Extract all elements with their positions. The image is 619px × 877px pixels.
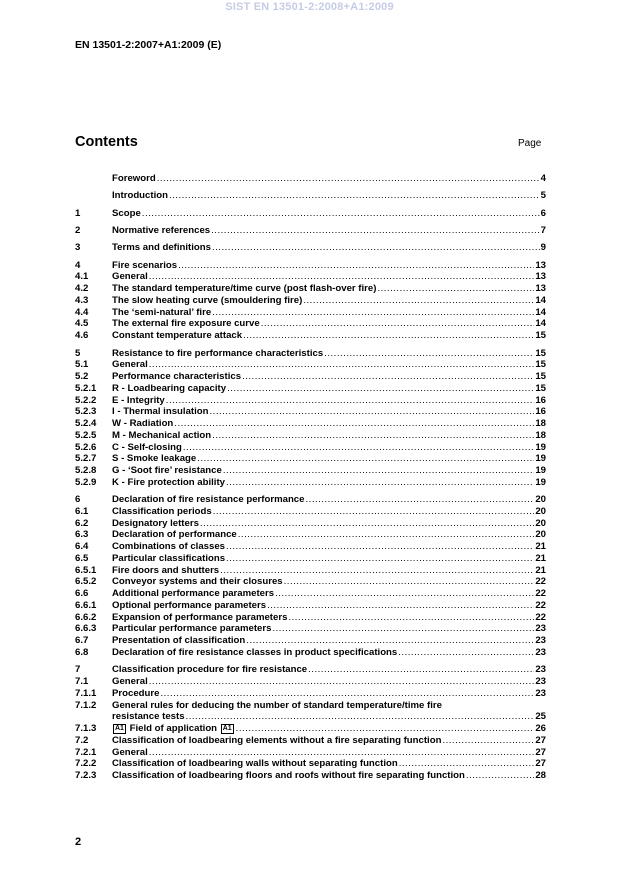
toc-entry-label: General: [112, 676, 148, 687]
toc-entry-label: Foreword: [112, 173, 156, 184]
toc-entry-number: 4.3: [75, 294, 89, 306]
toc-entry[interactable]: [75, 271, 546, 283]
toc-entry-number: 6.5: [75, 552, 89, 564]
toc-entry-page: 4: [540, 173, 546, 184]
toc-entry-number: 4.1: [75, 271, 89, 283]
toc-entry-page: 23: [535, 676, 546, 687]
dot-leader: [246, 635, 534, 646]
toc-entry[interactable]: [75, 588, 546, 600]
toc-entry[interactable]: [75, 723, 546, 735]
toc-entry-number: 6.8: [75, 646, 89, 658]
toc-entry[interactable]: [75, 260, 546, 272]
toc-entry-label: The standard temperature/time curve (post flash-over fire): [112, 283, 377, 295]
toc-entry-number: 5.2.2: [75, 394, 97, 406]
toc-entry[interactable]: [75, 664, 546, 676]
toc-entry-number: 5.2.9: [75, 476, 97, 488]
dot-leader: [303, 295, 534, 306]
toc-entry-label: Classification of loadbearing elements without a fire separating function: [112, 734, 442, 746]
toc-entry-label: Additional performance parameters: [112, 588, 275, 600]
toc-entry-label-text: Field of application: [129, 723, 218, 734]
amendment-end-marker: A1: [222, 725, 232, 732]
toc-entry-number: 7.1.3: [75, 723, 97, 734]
toc-entry-page: 27: [535, 758, 546, 770]
toc-entry[interactable]: [75, 371, 546, 383]
toc-entry[interactable]: [75, 208, 546, 220]
toc-entry-label: Normative references: [112, 225, 211, 237]
dot-leader: [308, 664, 534, 675]
toc-entry-label: Optional performance parameters: [112, 599, 267, 611]
toc-entry-number: 7.2: [75, 734, 89, 746]
toc-entry-number: 6.6.3: [75, 623, 97, 635]
dot-leader: [149, 747, 535, 758]
toc-entry-label: C - Self-closing: [112, 441, 182, 453]
toc-entry[interactable]: [75, 711, 546, 723]
toc-entry-number: 5: [75, 347, 81, 359]
amendment-start-marker: A1: [115, 725, 124, 732]
toc-entry-page: 19: [535, 453, 546, 465]
toc-entry-label: The external fire exposure curve: [112, 318, 260, 330]
dot-leader: [261, 318, 535, 329]
toc-entry[interactable]: [75, 173, 546, 185]
toc-entry-label: Performance characteristics: [112, 371, 242, 383]
dot-leader: [197, 453, 534, 464]
dot-leader: [305, 494, 534, 505]
toc-entry-number: 7.2.3: [75, 770, 97, 781]
document-id-header: EN 13501-2:2007+A1:2009 (E): [75, 39, 222, 51]
toc-entry-page: 15: [535, 330, 546, 342]
toc-entry[interactable]: [75, 612, 546, 624]
toc-entry[interactable]: [75, 477, 546, 489]
dot-leader: [169, 190, 540, 201]
toc-entry[interactable]: [75, 318, 546, 330]
toc-entry-number: 5.2.1: [75, 382, 97, 394]
dot-leader: [442, 735, 534, 746]
toc-entry-page: 27: [535, 746, 546, 758]
toc-entry-label: K - Fire protection ability: [112, 476, 226, 488]
contents-title: Contents: [75, 134, 138, 150]
toc-entry[interactable]: [75, 442, 546, 454]
dot-leader: [166, 395, 535, 406]
dot-leader: [174, 418, 534, 429]
toc-entry-number: 4.6: [75, 330, 89, 342]
toc-entry-label: Declaration of performance: [112, 529, 237, 541]
toc-entry-number: 7.1: [75, 676, 89, 687]
toc-entry-label: Particular performance parameters: [112, 623, 272, 635]
toc-entry[interactable]: [75, 453, 546, 465]
toc-entry-page: 22: [535, 599, 546, 611]
toc-entry-page: 6: [540, 207, 546, 219]
toc-entry[interactable]: [75, 406, 546, 418]
dot-leader: [142, 208, 540, 219]
toc-entry-page: 7: [540, 225, 546, 237]
toc-entry-page: 5: [540, 190, 546, 202]
page-number: 2: [75, 836, 82, 848]
toc-entry-number: 2: [75, 225, 81, 237]
toc-entry-label: Constant temperature attack: [112, 330, 243, 342]
toc-entry-label: General rules for deducing the number of standard temperature/time fire: [112, 699, 442, 711]
toc-entry-label: Classification procedure for fire resistance: [112, 664, 308, 676]
toc-entry-page: 20: [535, 505, 546, 517]
toc-entry[interactable]: [75, 758, 546, 770]
toc-entry-page: 15: [535, 347, 546, 359]
dot-leader: [267, 600, 534, 611]
toc-entry[interactable]: [75, 430, 546, 442]
toc-entry[interactable]: [75, 348, 546, 360]
toc-entry-number: 3: [75, 242, 81, 254]
toc-entry-number: 6: [75, 494, 81, 506]
toc-entry-number: 4.5: [75, 318, 89, 330]
toc-entry-label: G - ‘Soot fire’ resistance: [112, 465, 222, 477]
toc-entry-number: 5.2.3: [75, 406, 97, 418]
toc-entry-number: 6.1: [75, 505, 89, 517]
toc-entry-page: 22: [535, 588, 546, 600]
toc-entry-page: 27: [535, 734, 546, 746]
dot-leader: [275, 588, 534, 599]
toc-entry-label: Terms and definitions: [112, 242, 211, 254]
toc-entry-label: M - Mechanical action: [112, 429, 212, 441]
toc-entry[interactable]: [75, 576, 546, 588]
dot-leader: [288, 612, 534, 623]
toc-entry[interactable]: [75, 529, 546, 541]
dot-leader: [226, 541, 534, 552]
toc-entry-number: 4.4: [75, 306, 89, 318]
toc-entry-number: 6.6: [75, 588, 89, 600]
toc-entry-label: Classification of loadbearing floors and roofs without fire separating function: [112, 770, 465, 781]
toc-entry-page: 16: [535, 394, 546, 406]
toc-entry[interactable]: [75, 600, 546, 612]
toc-entry[interactable]: [75, 242, 546, 254]
toc-entry-page: 20: [535, 529, 546, 541]
toc-entry[interactable]: [75, 190, 546, 202]
toc-entry-label: Designatory letters: [112, 517, 199, 529]
toc-entry-number: 7.1.2: [75, 699, 97, 711]
toc-entry-page: 23: [535, 635, 546, 647]
toc-entry-page: 19: [535, 476, 546, 488]
toc-entry[interactable]: [75, 418, 546, 430]
toc-entry-page: 18: [535, 429, 546, 441]
toc-entry-number: 6.6.2: [75, 611, 97, 623]
toc-entry-page: 13: [535, 271, 546, 283]
toc-entry-label: Declaration of fire resistance classes in product specifications: [112, 646, 398, 658]
toc-entry[interactable]: [75, 770, 546, 782]
toc-entry-number: 6.7: [75, 635, 89, 647]
toc-entry[interactable]: [75, 518, 546, 530]
toc-entry[interactable]: [75, 283, 546, 295]
toc-entry-label: Declaration of fire resistance performance: [112, 494, 305, 506]
toc-entry-page: 23: [535, 687, 546, 699]
toc-entry-label: R - Loadbearing capacity: [112, 382, 227, 394]
toc-entry-page: 14: [535, 306, 546, 318]
toc-entry-label: The slow heating curve (smouldering fire): [112, 294, 303, 306]
toc-entry-page: 16: [535, 406, 546, 418]
toc-entry[interactable]: [75, 506, 546, 518]
dot-leader: [200, 518, 534, 529]
dot-leader: [399, 758, 535, 769]
dot-leader: [238, 529, 535, 540]
toc-entry-page: 21: [535, 564, 546, 576]
dot-leader: [223, 465, 534, 476]
dot-leader: [243, 330, 534, 341]
toc-entry[interactable]: [75, 541, 546, 553]
toc-entry-number: 5.2.4: [75, 418, 97, 430]
toc-entry-page: 23: [535, 664, 546, 676]
toc-entry-label: Fire scenarios: [112, 259, 178, 271]
dot-leader: [209, 406, 534, 417]
dot-leader: [157, 173, 540, 184]
toc-entry[interactable]: [75, 747, 546, 759]
toc-entry-label: S - Smoke leakage: [112, 453, 197, 465]
dot-leader: [212, 307, 534, 318]
dot-leader: [466, 770, 534, 781]
toc-entry-number: 5.2: [75, 371, 89, 383]
toc-entry-label: Classification periods: [112, 505, 212, 517]
toc-entry-label: Introduction: [112, 190, 168, 202]
toc-entry-label: Expansion of performance parameters: [112, 611, 288, 623]
dot-leader: [183, 442, 535, 453]
toc-entry-page: 22: [535, 611, 546, 623]
toc-entry-label: E - Integrity: [112, 394, 165, 406]
dot-leader: [226, 477, 534, 488]
toc-entry-label: Fire doors and shutters: [112, 564, 220, 576]
toc-entry[interactable]: [75, 465, 546, 477]
toc-entry-page: 15: [535, 359, 546, 371]
toc-entry-number: 6.2: [75, 517, 89, 529]
dot-leader: [324, 348, 534, 359]
dot-leader: [212, 242, 540, 253]
dot-leader: [227, 383, 534, 394]
toc-entry[interactable]: [75, 359, 546, 371]
toc-entry[interactable]: [75, 395, 546, 407]
dot-leader: [149, 676, 535, 687]
toc-entry-page: 28: [535, 770, 546, 781]
document-watermark: SIST EN 13501-2:2008+A1:2009: [225, 1, 394, 13]
toc-entry-page: 23: [535, 623, 546, 635]
toc-entry[interactable]: [75, 565, 546, 577]
toc-entry[interactable]: [75, 383, 546, 395]
toc-entry-label: [112, 723, 235, 734]
toc-entry-number: 5.1: [75, 359, 89, 371]
toc-entry-number: 6.5.1: [75, 564, 97, 576]
dot-leader: [178, 260, 534, 271]
toc-entry-label: Conveyor systems and their closures: [112, 576, 283, 588]
toc-entry[interactable]: [75, 647, 546, 659]
toc-entry[interactable]: [75, 700, 546, 712]
dot-leader: [212, 430, 534, 441]
toc-entry-label: The ‘semi-natural’ fire: [112, 306, 212, 318]
toc-entry[interactable]: [75, 553, 546, 565]
dot-leader: [149, 271, 535, 282]
toc-entry-page: 25: [535, 711, 546, 723]
toc-entry[interactable]: [75, 295, 546, 307]
toc-entry-page: 18: [535, 418, 546, 430]
toc-entry[interactable]: [75, 735, 546, 747]
toc-entry-label: Scope: [112, 207, 141, 219]
table-of-contents: [75, 173, 546, 782]
toc-entry-number: 6.4: [75, 541, 89, 553]
toc-entry-label: General: [112, 746, 148, 758]
toc-entry-number: 6.6.1: [75, 599, 97, 611]
toc-entry-page: 15: [535, 371, 546, 383]
toc-entry-number: 5.2.6: [75, 441, 97, 453]
toc-entry-label: General: [112, 271, 148, 283]
dot-leader: [226, 553, 534, 564]
toc-entry-page: 9: [540, 242, 546, 254]
toc-entry-page: 26: [535, 723, 546, 734]
toc-entry-page: 22: [535, 576, 546, 588]
dot-leader: [284, 576, 535, 587]
toc-entry-label: I - Thermal insulation: [112, 406, 209, 418]
dot-leader: [186, 711, 535, 722]
toc-entry-page: 19: [535, 441, 546, 453]
toc-entry-number: 6.5.2: [75, 576, 97, 588]
toc-entry-page: 14: [535, 294, 546, 306]
dot-leader: [377, 283, 534, 294]
toc-entry-number: 6.3: [75, 529, 89, 541]
toc-entry-number: 7: [75, 664, 81, 676]
dot-leader: [213, 506, 535, 517]
toc-entry-page: 21: [535, 541, 546, 553]
toc-entry[interactable]: [75, 623, 546, 635]
toc-entry-number: 4: [75, 259, 81, 271]
toc-entry-label: Procedure: [112, 687, 160, 699]
toc-entry-page: 15: [535, 382, 546, 394]
dot-leader: [242, 371, 534, 382]
toc-entry-page: 21: [535, 552, 546, 564]
toc-entry[interactable]: [75, 635, 546, 647]
toc-entry-label: resistance tests: [112, 711, 185, 723]
toc-entry-number: 7.2.1: [75, 746, 97, 758]
toc-entry-page: 23: [535, 646, 546, 658]
toc-entry-page: 20: [535, 494, 546, 506]
toc-entry-number: 4.2: [75, 283, 89, 295]
toc-entry-label: Resistance to fire performance characteristics: [112, 347, 324, 359]
dot-leader: [236, 723, 535, 734]
toc-entry-page: 19: [535, 465, 546, 477]
toc-entry-page: 14: [535, 318, 546, 330]
dot-leader: [211, 225, 540, 236]
toc-entry[interactable]: [75, 676, 546, 688]
toc-entry-number: 5.2.7: [75, 453, 97, 465]
dot-leader: [272, 623, 534, 634]
toc-entry-page: 13: [535, 259, 546, 271]
toc-entry[interactable]: [75, 225, 546, 237]
toc-entry-number: 1: [75, 207, 81, 219]
dot-leader: [220, 565, 534, 576]
dot-leader: [160, 688, 534, 699]
toc-entry[interactable]: [75, 688, 546, 700]
toc-entry-number: 7.1.1: [75, 687, 97, 699]
toc-entry-number: 5.2.8: [75, 465, 97, 477]
toc-entry-label: Particular classifications: [112, 552, 226, 564]
toc-entry-number: 7.2.2: [75, 758, 97, 770]
toc-entry-label: W - Radiation: [112, 418, 174, 430]
toc-entry[interactable]: [75, 307, 546, 319]
dot-leader: [149, 359, 535, 370]
page-column-label: Page: [518, 138, 542, 149]
toc-entry-label: Presentation of classification: [112, 635, 246, 647]
toc-entry-label: Combinations of classes: [112, 541, 226, 553]
toc-entry[interactable]: [75, 330, 546, 342]
toc-entry-label: General: [112, 359, 148, 371]
toc-entry-number: 5.2.5: [75, 429, 97, 441]
toc-entry-label: Classification of loadbearing walls without separating function: [112, 758, 398, 770]
toc-entry-page: 20: [535, 517, 546, 529]
toc-entry[interactable]: [75, 494, 546, 506]
toc-entry-page: 13: [535, 283, 546, 295]
dot-leader: [398, 647, 534, 658]
